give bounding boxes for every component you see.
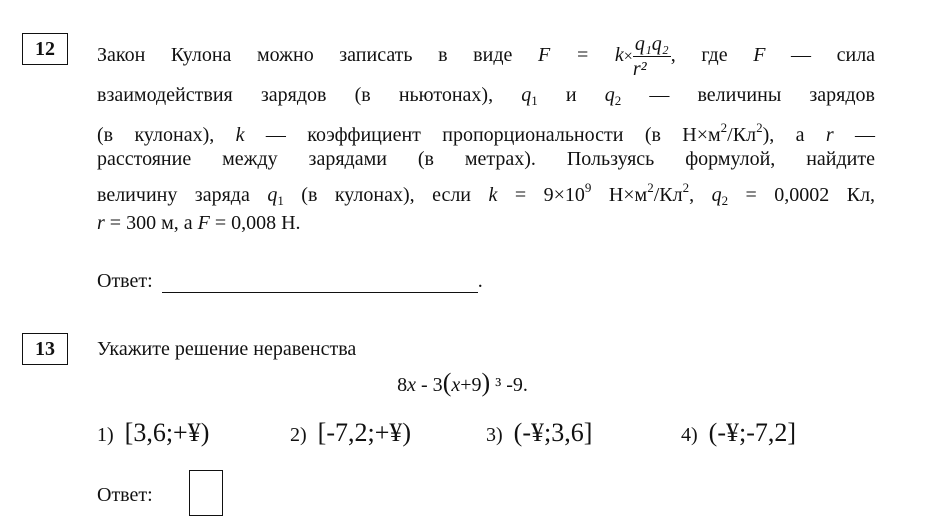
answer-line-input[interactable] bbox=[162, 272, 478, 293]
task13-prompt: Укажите решение неравенства bbox=[97, 338, 357, 360]
option-1[interactable]: 1) [3,6;+¥) bbox=[97, 418, 210, 447]
task12-line-4: расстояние между зарядами (в метрах). Пользуясь формулой, найдите bbox=[97, 148, 875, 170]
answer-box-input[interactable] bbox=[189, 470, 223, 516]
task12-line-2: взаимодействия зарядов (в ньютонах), $q_1$ и $q_2$ — величины зарядов bbox=[97, 84, 875, 108]
task13-answer-label: Ответ: bbox=[97, 484, 153, 506]
coulomb-fraction: $\frac{\text{q₁q₂}}{\text{r²}}$ bbox=[632, 33, 669, 80]
task12-line-6: r = 300 м, а F = 0,008 Н. bbox=[97, 212, 301, 234]
task-number-12: 12 bbox=[22, 33, 68, 65]
answer-label: Ответ: bbox=[97, 270, 153, 292]
option-4[interactable]: 4) (-¥;-7,2] bbox=[681, 418, 797, 447]
task12-line-3: (в кулонах), k — коэффициент пропорциональности (в $Н\times м^2/Кл^2$), а r — bbox=[97, 120, 876, 146]
task12-line-5: величину заряда $q_1$ (в кулонах), если $k = 9\times 10^9$ $Н\times м^2/Кл^2$, $q_2 = 0,0002$ Кл, bbox=[97, 180, 876, 208]
task-number-13: 13 bbox=[22, 333, 68, 365]
option-2[interactable]: 2) [-7,2;+¥) bbox=[290, 418, 412, 447]
task13-inequality: 8x - 3(x+9) ³ -9. bbox=[397, 368, 528, 397]
task12-answer: Ответ: . bbox=[97, 270, 483, 292]
task12-line-1: Закон Кулона можно записать в виде F = k× $\frac{\text{q₁q₂}}{\text{r²}}$ , где F — сила bbox=[97, 33, 876, 80]
option-3[interactable]: 3) (-¥;3,6] bbox=[486, 418, 593, 447]
